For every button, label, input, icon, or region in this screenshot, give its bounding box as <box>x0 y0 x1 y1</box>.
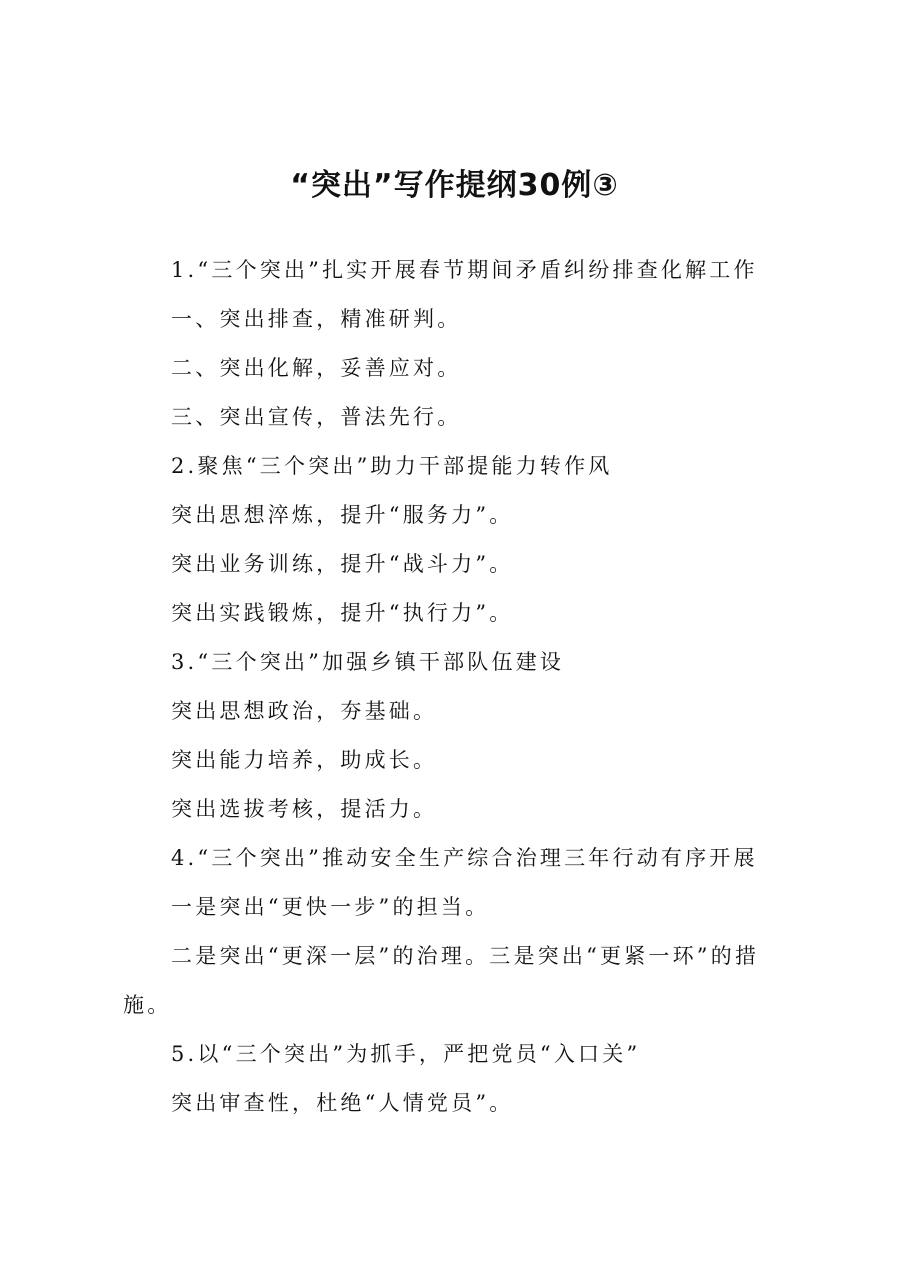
paragraph: 4.“三个突出”推动安全生产综合治理三年行动有序开展 <box>171 846 758 870</box>
paragraph: 二是突出“更深一层”的治理。三是突出“更紧一环”的措施。 <box>123 944 760 1017</box>
paragraph: 一是突出“更快一步”的担当。 <box>171 895 490 919</box>
paragraph: 三、突出宣传，普法先行。 <box>171 405 462 429</box>
paragraph: 突出能力培养，助成长。 <box>171 748 438 772</box>
paragraph: 一、突出排查，精准研判。 <box>171 307 462 331</box>
paragraph: 突出实践锻炼，提升“执行力”。 <box>171 601 514 625</box>
paragraph: 5.以“三个突出”为抓手，严把党员“入口关” <box>171 1042 641 1066</box>
paragraph: 突出思想淬炼，提升“服务力”。 <box>171 503 514 527</box>
paragraph: 突出审查性，杜绝“人情党员”。 <box>171 1091 514 1115</box>
paragraph: 突出业务训练，提升“战斗力”。 <box>171 552 514 576</box>
paragraph: 突出选拔考核，提活力。 <box>171 797 438 821</box>
paragraph: 1.“三个突出”扎实开展春节期间矛盾纠纷排查化解工作 <box>171 258 758 282</box>
paragraph: 二、突出化解，妥善应对。 <box>171 356 462 380</box>
paragraph: 3.“三个突出”加强乡镇干部队伍建设 <box>171 650 565 674</box>
paragraph: 2.聚焦“三个突出”助力干部提能力转作风 <box>171 454 613 478</box>
document-title: “突出”写作提纲30例③ <box>290 168 619 203</box>
document-body <box>123 246 783 1128</box>
paragraph: 突出思想政治，夯基础。 <box>171 699 438 723</box>
